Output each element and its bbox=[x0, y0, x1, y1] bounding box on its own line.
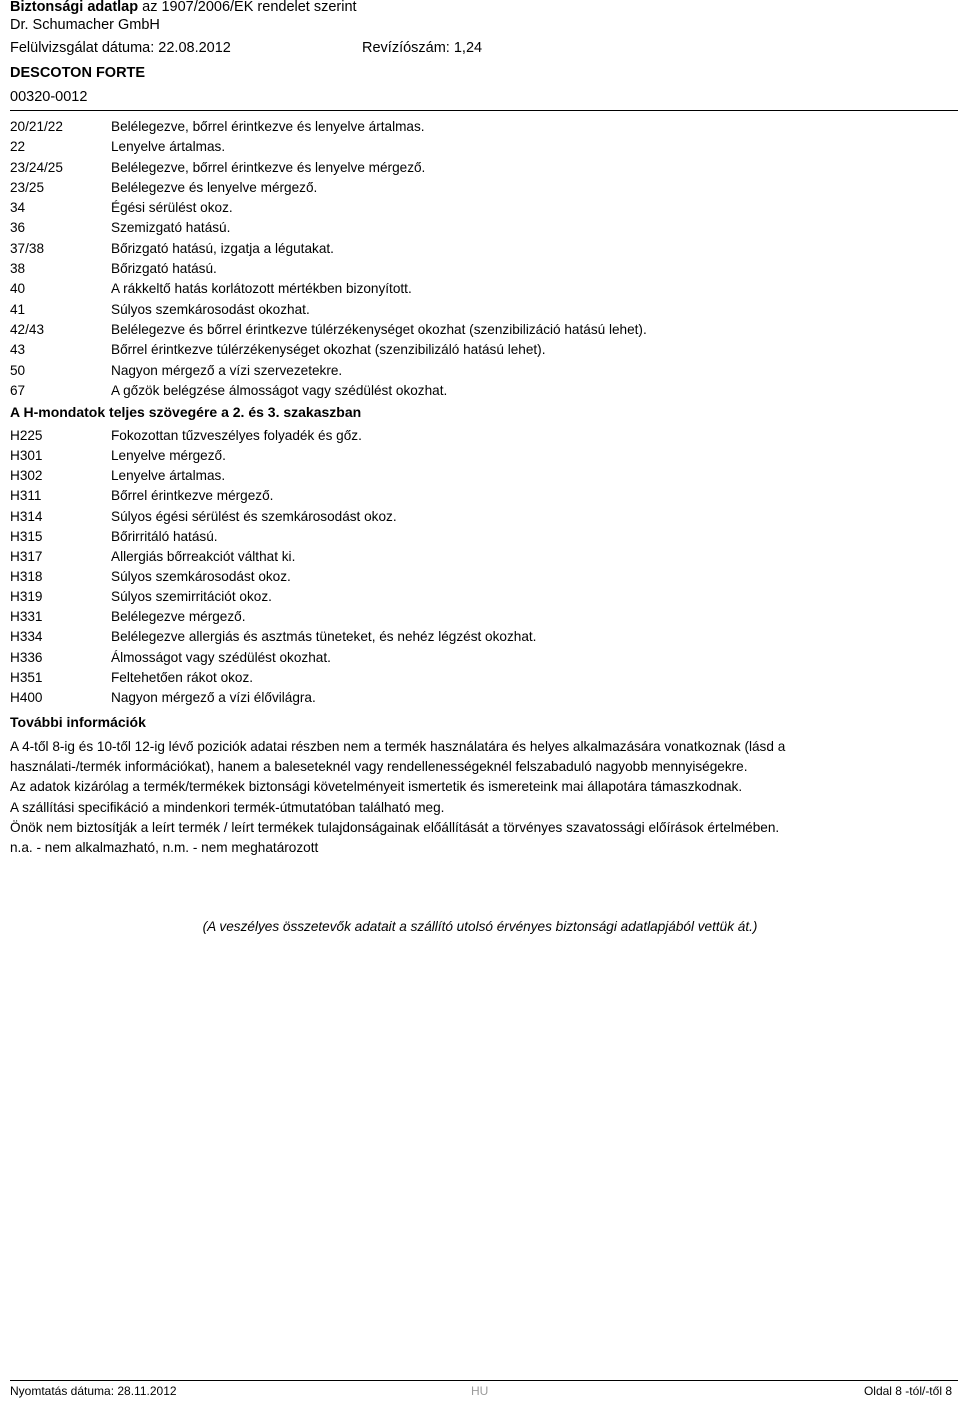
h-phrase-row bbox=[10, 446, 950, 466]
r-phrase-row-text: Belélegezve, bőrrel érintkezve és lenyelve ártalmas. bbox=[111, 119, 425, 134]
h-phrase-row-code: H351 bbox=[10, 669, 43, 685]
h-phrase-row-code: H317 bbox=[10, 548, 43, 564]
footer-divider bbox=[10, 1380, 958, 1381]
r-phrase-row bbox=[10, 158, 950, 178]
h-phrase-row-text: Bőrirritáló hatású. bbox=[111, 528, 218, 544]
r-phrase-row-text: Nagyon mérgező a vízi szervezetekre. bbox=[111, 362, 343, 378]
h-phrase-row-text: Fokozottan tűzveszélyes folyadék és gőz. bbox=[111, 428, 362, 443]
h-phrase-row-code: H314 bbox=[10, 508, 43, 524]
h-phrase-row-text: Feltehetően rákot okoz. bbox=[111, 669, 254, 685]
r-phrase-row-text: Bőrizgató hatású. bbox=[111, 261, 217, 277]
h-phrase-row-text: Súlyos szemkárosodást okoz. bbox=[111, 568, 291, 584]
r-phrase-row bbox=[10, 117, 950, 137]
h-phrase-row-code: H336 bbox=[10, 649, 43, 665]
r-phrase-row bbox=[10, 340, 950, 360]
r-phrase-row-code: 43 bbox=[10, 342, 26, 358]
h-phrase-row-code: H331 bbox=[10, 609, 43, 625]
r-phrase-row-text: Lenyelve ártalmas. bbox=[111, 139, 226, 155]
h-phrase-row bbox=[10, 466, 950, 486]
r-phrase-row-code: 41 bbox=[10, 301, 26, 317]
company-name: Dr. Schumacher GmbH bbox=[10, 17, 160, 33]
r-phrase-row-text: A gőzök belégzése álmosságot vagy szédülést okozhat. bbox=[111, 382, 448, 398]
info-paragraph: A szállítási specifikáció a mindenkori termék-útmutatóban található meg. bbox=[10, 799, 445, 815]
h-phrase-row bbox=[10, 507, 950, 527]
h-phrase-list bbox=[10, 426, 950, 708]
h-phrase-row-text: Súlyos szemirritációt okoz. bbox=[111, 589, 272, 605]
r-phrase-row-code: 37/38 bbox=[10, 240, 45, 256]
h-phrase-row-code: H302 bbox=[10, 468, 43, 484]
h-phrase-row bbox=[10, 627, 950, 647]
h-phrase-row-text: Belélegezve allergiás és asztmás tüneteket, és nehéz légzést okozhat. bbox=[111, 629, 537, 645]
info-paragraph: n.a. - nem alkalmazható, n.m. - nem meghatározott bbox=[10, 840, 319, 856]
info-paragraph: Az adatok kizárólag a termék/termékek biztonsági követelményeit ismertetik és ismereteink mai állapotára támaszkodnak. bbox=[10, 779, 743, 795]
h-phrase-row bbox=[10, 426, 950, 446]
h-phrase-row bbox=[10, 486, 950, 506]
r-phrase-row bbox=[10, 279, 950, 299]
print-date: Nyomtatás dátuma: 28.11.2012 bbox=[10, 1384, 177, 1398]
header-divider bbox=[10, 110, 958, 111]
r-phrase-row-code: 42/43 bbox=[10, 321, 45, 337]
h-phrase-row-code: H318 bbox=[10, 568, 43, 584]
h-phrase-row-text: Lenyelve ártalmas. bbox=[111, 468, 226, 484]
document-title-main: Biztonsági adatlap bbox=[10, 0, 139, 15]
h-phrase-row-code: H311 bbox=[10, 488, 42, 504]
r-phrase-list bbox=[10, 117, 950, 401]
r-phrase-row-code: 38 bbox=[10, 261, 26, 277]
product-code: 00320-0012 bbox=[10, 89, 88, 105]
r-phrase-row bbox=[10, 239, 950, 259]
info-body bbox=[10, 737, 870, 858]
h-phrase-row-code: H315 bbox=[10, 528, 43, 544]
h-phrase-row bbox=[10, 648, 950, 668]
h-phrases-heading: A H-mondatok teljes szövegére a 2. és 3. szakaszban bbox=[10, 404, 362, 420]
h-phrase-row bbox=[10, 668, 950, 688]
r-phrase-row bbox=[10, 198, 950, 218]
h-phrase-row-code: H334 bbox=[10, 629, 43, 645]
product-name: DESCOTON FORTE bbox=[10, 65, 146, 81]
h-phrase-row bbox=[10, 587, 950, 607]
h-phrase-row-text: Allergiás bőrreakciót válthat ki. bbox=[111, 548, 296, 564]
r-phrase-row bbox=[10, 178, 950, 198]
r-phrase-row-code: 40 bbox=[10, 281, 26, 297]
h-phrase-row-text: Belélegezve mérgező. bbox=[111, 609, 246, 625]
h-phrase-row-text: Bőrrel érintkezve mérgező. bbox=[111, 488, 274, 504]
h-phrase-row-text: Lenyelve mérgező. bbox=[111, 448, 226, 464]
r-phrase-row-text: Belélegezve és lenyelve mérgező. bbox=[111, 179, 318, 195]
r-phrase-row-text: Belélegezve, bőrrel érintkezve és lenyelve mérgező. bbox=[111, 159, 426, 175]
r-phrase-row-text: Bőrizgató hatású, izgatja a légutakat. bbox=[111, 240, 334, 256]
h-phrase-row-code: H319 bbox=[10, 589, 43, 605]
h-phrase-row bbox=[10, 607, 950, 627]
document-title-regulation: az 1907/2006/EK rendelet szerint bbox=[142, 0, 357, 15]
language-code: HU bbox=[471, 1384, 489, 1398]
r-phrase-row bbox=[10, 300, 950, 320]
page-number: Oldal 8 -tól/-től 8 bbox=[863, 1384, 952, 1398]
r-phrase-row bbox=[10, 137, 950, 157]
r-phrase-row-text: Szemizgató hatású. bbox=[111, 220, 231, 236]
r-phrase-row-text: A rákkeltő hatás korlátozott mértékben bizonyított. bbox=[111, 281, 412, 297]
h-phrase-row-text: Álmosságot vagy szédülést okozhat. bbox=[111, 649, 331, 665]
h-phrase-row-text: Nagyon mérgező a vízi élővilágra. bbox=[111, 689, 316, 705]
r-phrase-row-code: 23/25 bbox=[10, 179, 45, 195]
info-paragraph: A 4-től 8-ig és 10-től 12-ig lévő poziciók adatai részben nem a termék használatára és helyes alkalmazására vonatkoznak (lásd a használati-/termék információkat), hanem a baleseteknél vagy rendellenességeknél felszabaduló nagyobb mennyiségekre. bbox=[10, 739, 786, 775]
document-title bbox=[10, 0, 357, 16]
r-phrase-row bbox=[10, 320, 950, 340]
r-phrase-row-code: 50 bbox=[10, 362, 26, 378]
h-phrase-row bbox=[10, 547, 950, 567]
source-note: (A veszélyes összetevők adatait a szállító utolsó érvényes biztonsági adatlapjából vettük át.) bbox=[202, 919, 758, 934]
r-phrase-row-code: 34 bbox=[10, 200, 26, 216]
h-phrase-row bbox=[10, 527, 950, 547]
info-paragraph: Önök nem biztosítják a leírt termék / leírt termékek tulajdonságainak előállítását a törvényes szavatossági előírások értelmében. bbox=[10, 819, 780, 835]
revision-number: Revízíószám: 1,24 bbox=[362, 40, 483, 56]
r-phrase-row bbox=[10, 218, 950, 238]
h-phrase-row-code: H225 bbox=[10, 428, 43, 443]
info-heading: További információk bbox=[10, 714, 146, 730]
h-phrase-row bbox=[10, 688, 950, 708]
r-phrase-row-code: 22 bbox=[10, 139, 26, 155]
r-phrase-row-code: 20/21/22 bbox=[10, 119, 63, 134]
r-phrase-row-text: Súlyos szemkárosodást okozhat. bbox=[111, 301, 310, 317]
h-phrase-row-code: H301 bbox=[10, 448, 43, 464]
r-phrase-row bbox=[10, 361, 950, 381]
r-phrase-row-text: Égési sérülést okoz. bbox=[111, 200, 233, 216]
r-phrase-row bbox=[10, 259, 950, 279]
h-phrase-row bbox=[10, 567, 950, 587]
review-date: Felülvizsgálat dátuma: 22.08.2012 bbox=[10, 40, 231, 56]
h-phrase-row-code: H400 bbox=[10, 689, 43, 705]
r-phrase-row-text: Bőrrel érintkezve túlérzékenységet okozhat (szenzibilizáló hatású lehet). bbox=[111, 342, 546, 358]
r-phrase-row-code: 67 bbox=[10, 382, 26, 398]
r-phrase-row-code: 23/24/25 bbox=[10, 159, 63, 175]
r-phrase-row-code: 36 bbox=[10, 220, 26, 236]
r-phrase-row bbox=[10, 381, 950, 401]
h-phrase-row-text: Súlyos égési sérülést és szemkárosodást okoz. bbox=[111, 508, 397, 524]
r-phrase-row-text: Belélegezve és bőrrel érintkezve túlérzékenységet okozhat (szenzibilizáció hatású lehet). bbox=[111, 321, 647, 337]
